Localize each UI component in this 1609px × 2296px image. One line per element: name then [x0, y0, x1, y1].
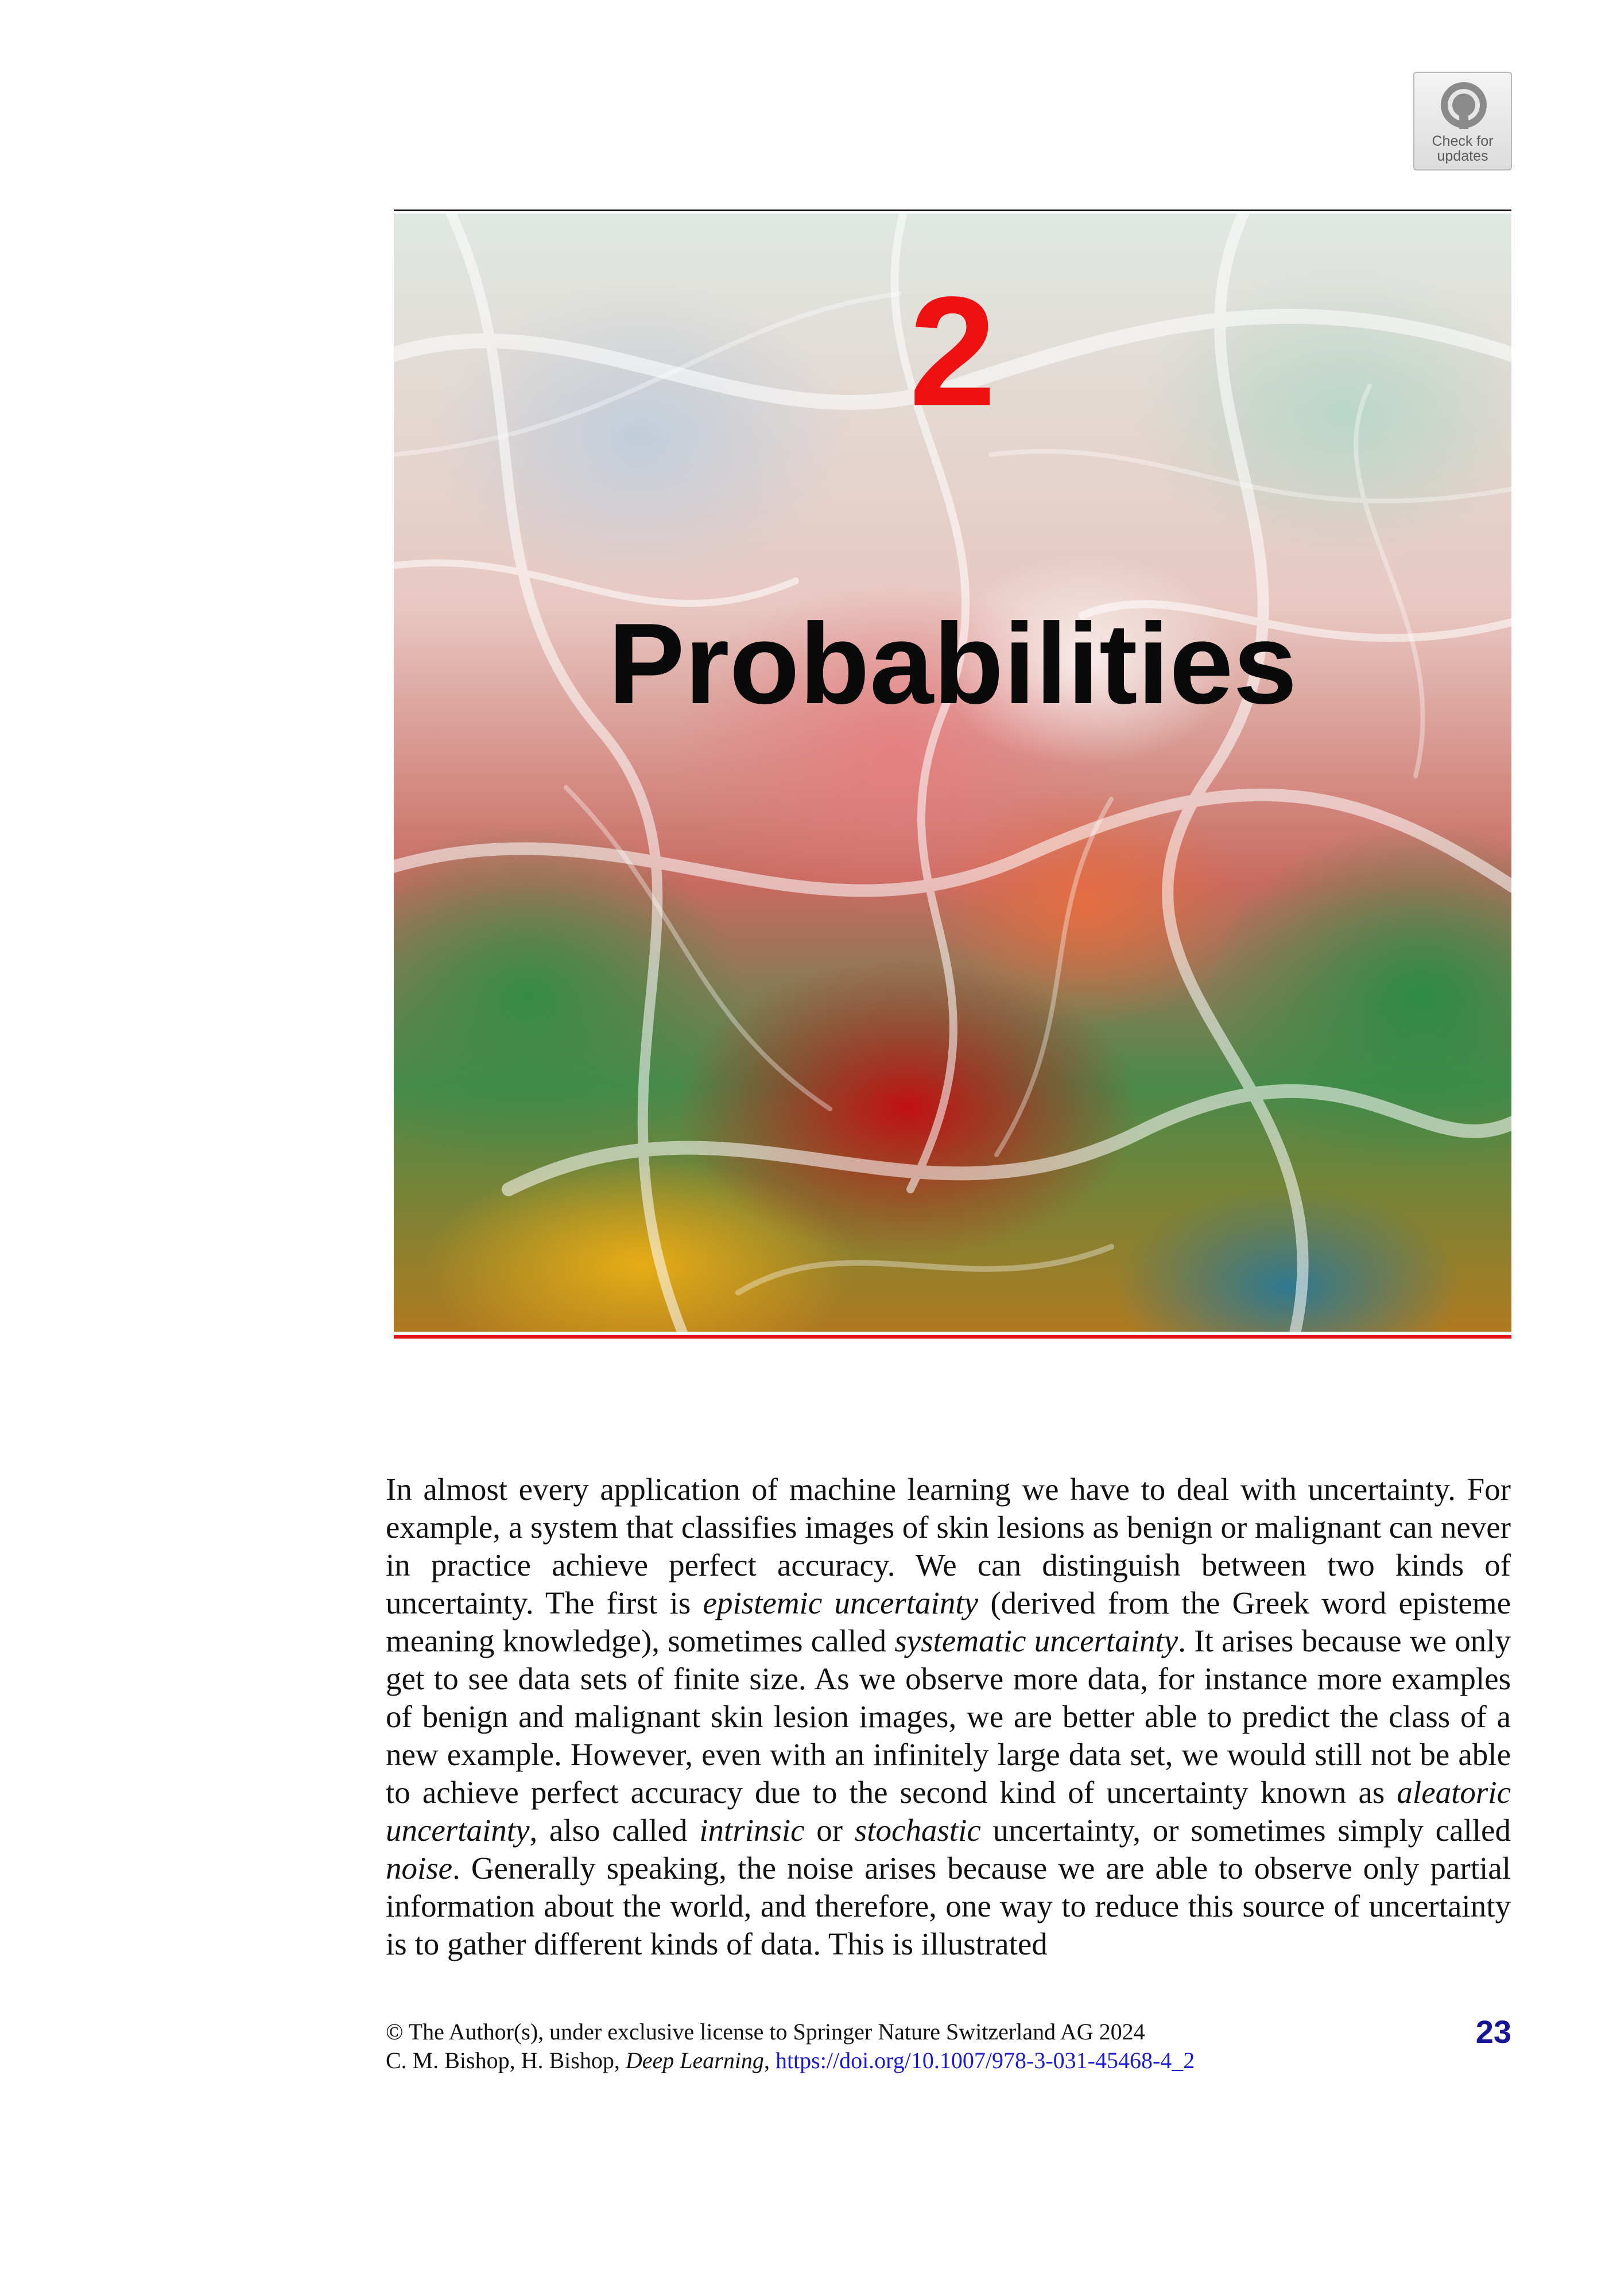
- term-noise: noise: [386, 1851, 453, 1886]
- page-number: 23: [1475, 2014, 1511, 2050]
- body-text-segment: or: [804, 1813, 855, 1848]
- doi-link[interactable]: https://doi.org/10.1007/978-3-031-45468-4_2: [775, 2047, 1195, 2073]
- authors: C. M. Bishop, H. Bishop,: [386, 2047, 626, 2073]
- footer: [386, 2018, 1511, 2075]
- body-text-segment: (derived from the Greek word episteme meaning knowledge), sometimes called: [386, 1585, 1511, 1658]
- badge-line-2: updates: [1437, 148, 1488, 164]
- term-systematic-uncertainty: systematic uncertainty: [894, 1623, 1178, 1658]
- body-paragraph: [386, 1471, 1511, 1963]
- term-epistemic-uncertainty: epistemic uncertainty: [703, 1585, 979, 1620]
- book-title: Deep Learning: [625, 2047, 764, 2073]
- citation-line: [386, 2046, 1511, 2075]
- badge-line-1: Check for: [1432, 133, 1494, 149]
- body-text-segment: uncertainty, or sometimes simply called: [980, 1813, 1511, 1848]
- chapter-cover-image: [394, 214, 1511, 1332]
- body-text-segment: . It arises because we only get to see data sets of finite size. As we observe more data, for instance more examples of benign and malignant skin lesion images, we are better able to predict the class of a new example. However, even with an infinitely large data set, we would still not be able to achieve perfect accuracy due to the second kind of uncertainty known as: [386, 1623, 1511, 1810]
- check-for-updates-badge[interactable]: [1413, 72, 1512, 170]
- citation-separator: ,: [763, 2047, 776, 2073]
- badge-label: [1414, 134, 1511, 164]
- bottom-rule: [394, 1335, 1511, 1339]
- crossmark-icon: [1439, 80, 1489, 130]
- term-intrinsic: intrinsic: [699, 1813, 805, 1848]
- body-text-segment: , also called: [529, 1813, 700, 1848]
- chapter-number: 2: [909, 264, 997, 439]
- body-text-segment: . Generally speaking, the noise arises because we are able to observe only partial information about the world, and therefore, one way to reduce this source of uncertainty is to gather different kinds of data. This is illustrated: [386, 1851, 1511, 1961]
- top-rule: [394, 210, 1511, 211]
- chapter-title: Probabilities: [608, 600, 1297, 728]
- term-aleatoric-uncertainty: aleatoric uncertainty: [386, 1775, 1511, 1848]
- term-stochastic: stochastic: [854, 1813, 981, 1848]
- body-text-segment: In almost every application of machine learning we have to deal with uncertainty. For example, a system that classifies images of skin lesions as benign or malignant can never in practice achieve perfect accuracy. We can distinguish between two kinds of uncertainty. The first is: [386, 1472, 1511, 1620]
- copyright-line: © The Author(s), under exclusive license to Springer Nature Switzerland AG 2024: [386, 2019, 1145, 2045]
